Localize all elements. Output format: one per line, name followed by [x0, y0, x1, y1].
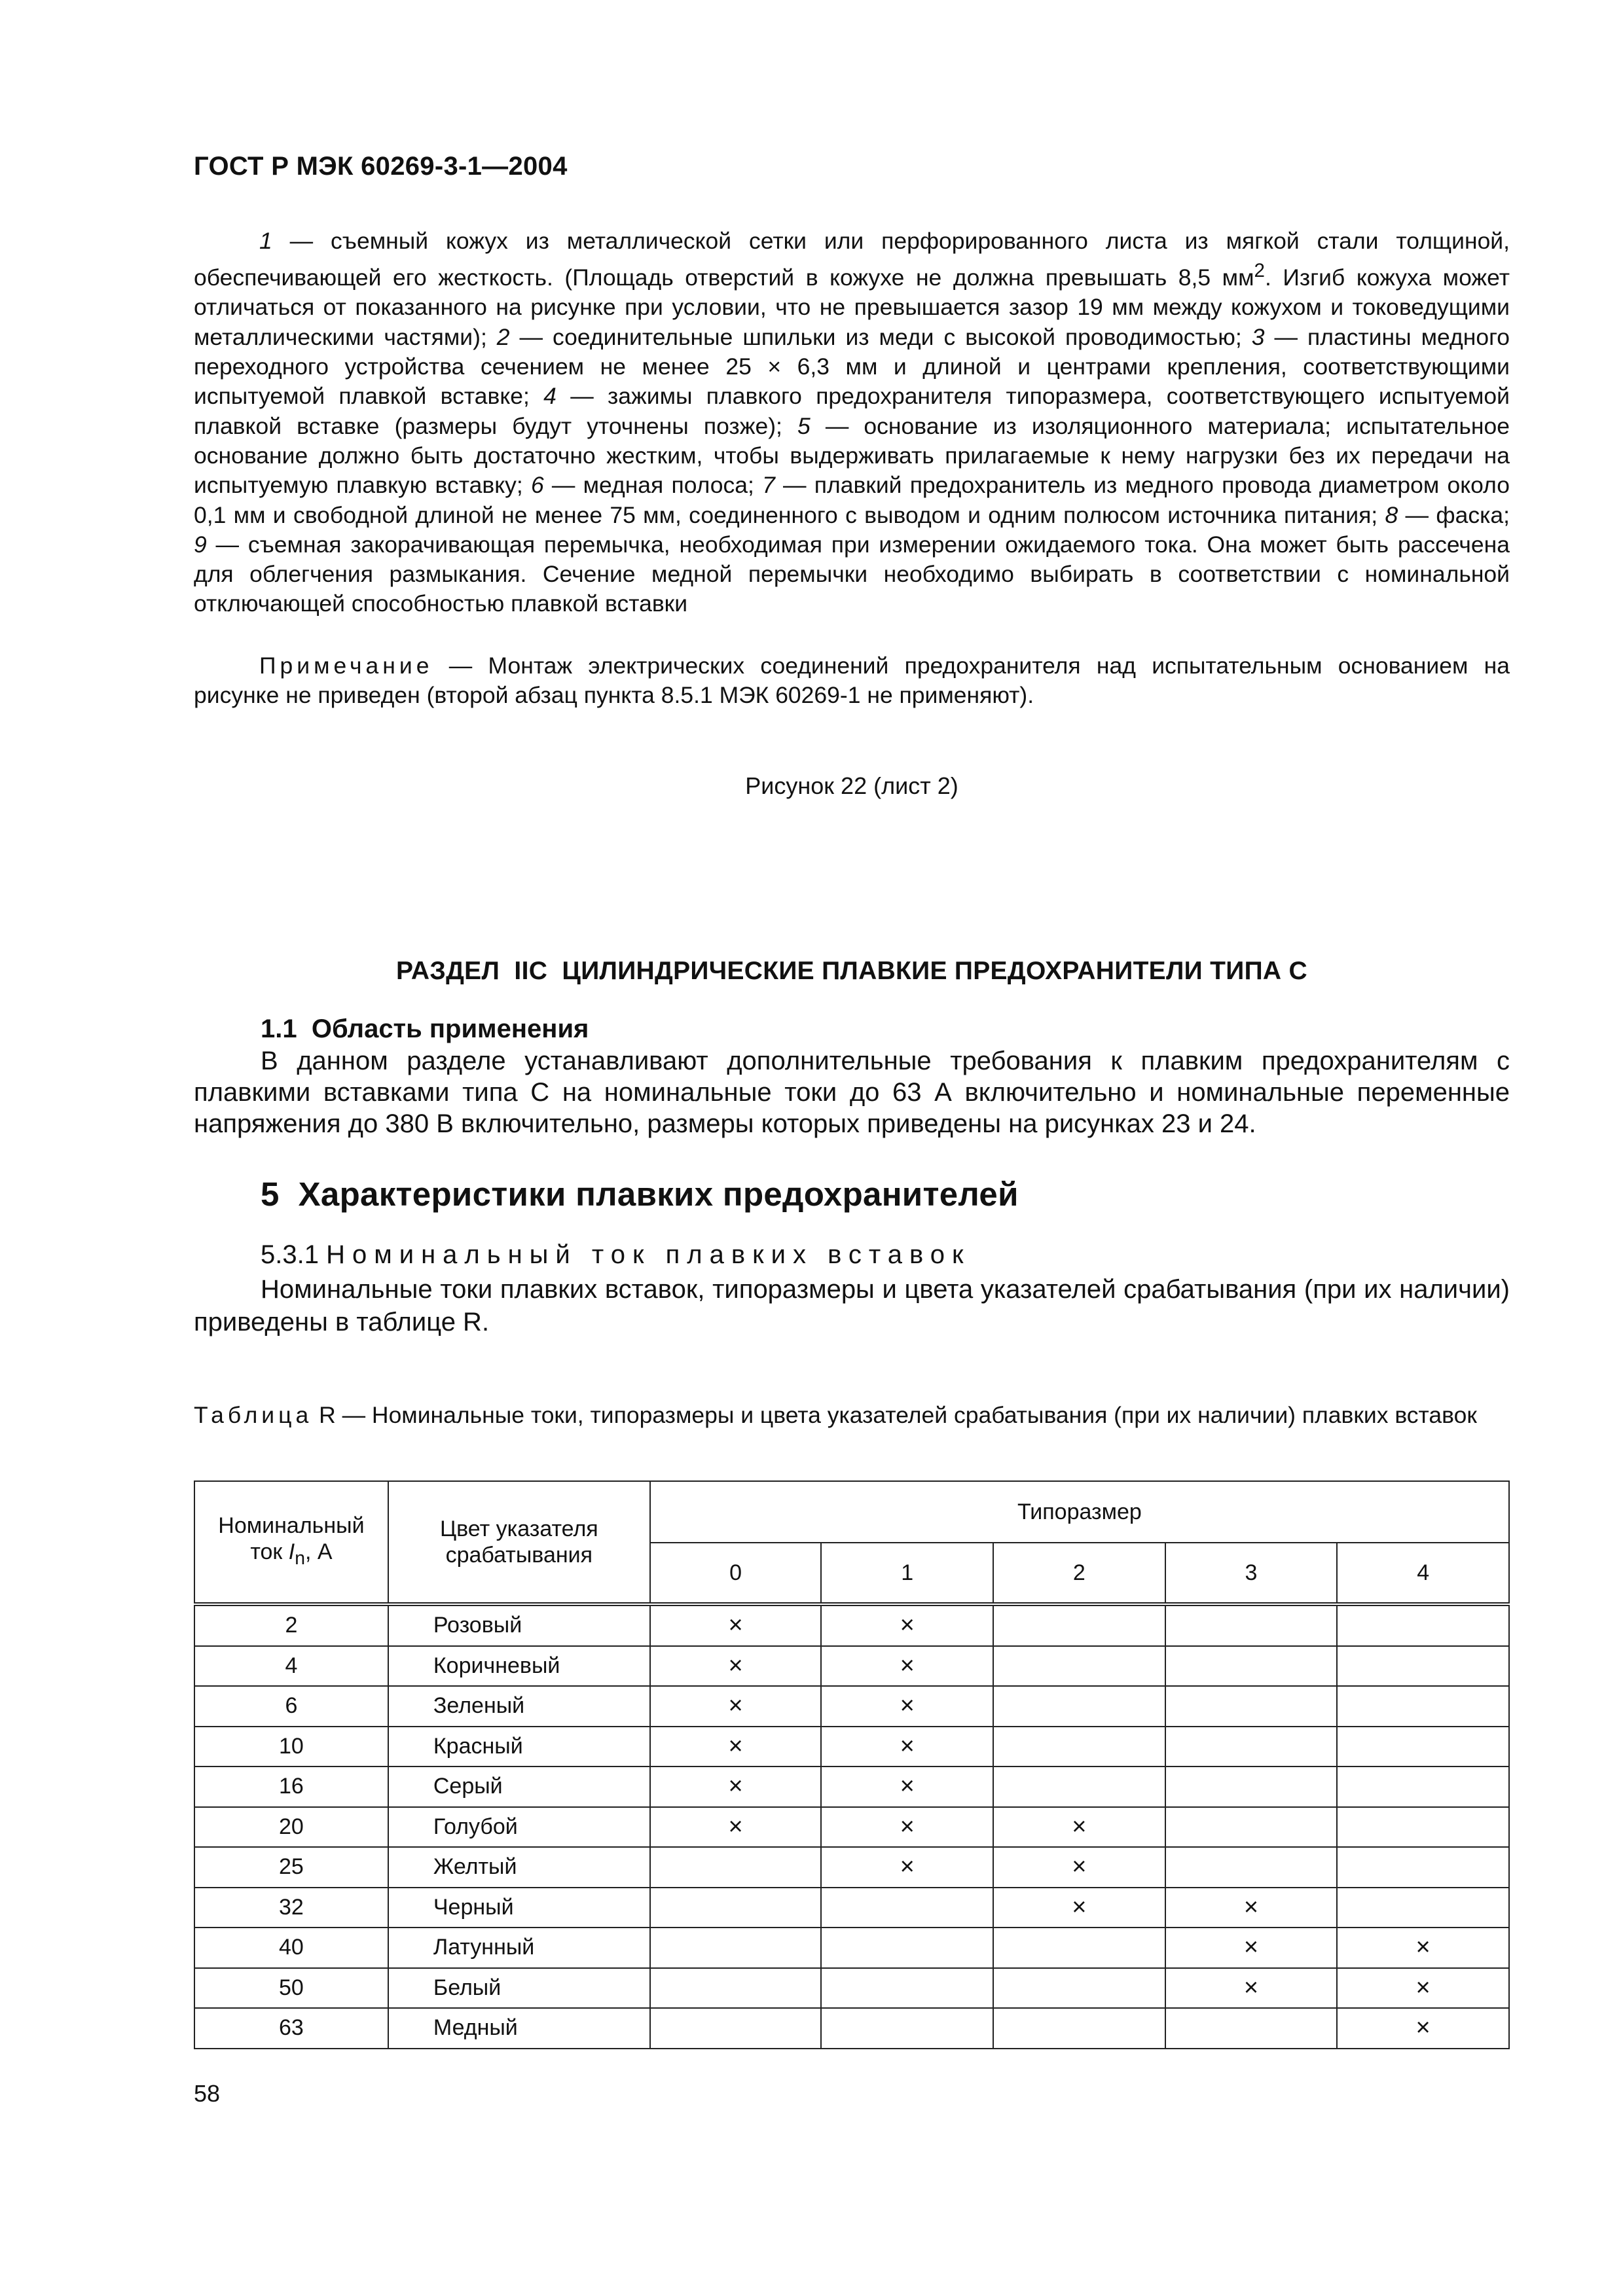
cell-size-0: ×	[650, 1646, 822, 1687]
cell-color: Красный	[388, 1727, 650, 1767]
cell-size-3: ×	[1165, 1888, 1338, 1928]
subclause-paragraph: Номинальные токи плавких вставок, типоразмеры и цвета указателей срабатывания (при их наличии) приведены в таблице R.	[194, 1275, 1510, 1336]
document-header: ГОСТ Р МЭК 60269-3-1—2004	[194, 152, 568, 181]
cell-size-4: ×	[1337, 2008, 1509, 2049]
scope-paragraph: В данном разделе устанавливают дополнительные требования к плавким предохранителям с плавкими вставками типа С на номинальные токи до 63 А включительно и номинальные переменные напряжения до 380 В включительно, размеры которых приведены на рисунках 23 и 24.	[194, 1047, 1510, 1138]
clause-heading: 5 Характеристики плавких предохранителей	[261, 1175, 1019, 1213]
cell-size-3: ×	[1165, 1928, 1338, 1968]
cell-color: Медный	[388, 2008, 650, 2049]
header-size-2: 2	[993, 1543, 1165, 1604]
cell-size-2	[993, 1928, 1165, 1968]
cell-current: 16	[194, 1767, 388, 1807]
header-color: Цвет указателя срабатывания	[388, 1481, 650, 1604]
cell-size-4: ×	[1337, 1968, 1509, 2009]
cell-size-1: ×	[821, 1767, 993, 1807]
header-current: Номинальный ток $I_n$, А	[194, 1481, 388, 1604]
table-row	[194, 1928, 1509, 1968]
cell-size-1: ×	[821, 1646, 993, 1687]
cell-size-1	[821, 1888, 993, 1928]
cell-size-1: ×	[821, 1604, 993, 1646]
header-size-1: 1	[821, 1543, 993, 1604]
cell-size-2	[993, 1604, 1165, 1646]
cell-size-3	[1165, 1646, 1338, 1687]
cell-size-1	[821, 1968, 993, 2009]
cell-current: 63	[194, 2008, 388, 2049]
cell-size-2: ×	[993, 1807, 1165, 1848]
cell-size-3	[1165, 1767, 1338, 1807]
cell-size-3: ×	[1165, 1968, 1338, 2009]
table-row	[194, 1646, 1509, 1687]
cell-size-0	[650, 2008, 822, 2049]
cell-current: 10	[194, 1727, 388, 1767]
cell-size-1	[821, 2008, 993, 2049]
cell-size-0	[650, 1888, 822, 1928]
cell-size-3	[1165, 1727, 1338, 1767]
scope-heading: 1.1 Область применения	[261, 1014, 589, 1043]
cell-color: Серый	[388, 1767, 650, 1807]
header-size-4: 4	[1337, 1543, 1509, 1604]
cell-color: Коричневый	[388, 1646, 650, 1687]
cell-color: Голубой	[388, 1807, 650, 1848]
cell-size-0: ×	[650, 1727, 822, 1767]
figure-legend: 1 — съемный кожух из металлической сетки или перфорированного листа из мягкой стали толщиной, обеспечивающей его жесткость. (Площадь отверстий в кожухе не должна превышать 8,5 $мм^2$. Изгиб кожуха может отличаться от показанного на рисунке при условии, что не превышается зазор 19 мм между кожухом и токоведущими металлическими частями); 2 — соединительные шпильки из меди с высокой проводимостью; 3 — пластины медного переходного устройства сечением не менее 25 × 6,3 мм и длиной и центрами крепления, соответствующими испытуемой плавкой вставке; 4 — зажимы плавкого предохранителя типоразмера, соответствующего испытуемой плавкой вставке (размеры будут уточнены позже); 5 — основание из изоляционного материала; испытательное основание должно быть достаточно жестким, чтобы выдерживать прилагаемые к нему нагрузки без их передачи на испытуемую плавкую вставку; 6 — медная полоса; 7 — плавкий предохранитель из медного провода диаметром около 0,1 мм и свободной длиной не менее 75 мм, соединенного с выводом и одним полюсом источника питания; 8 — фаска; 9 — съемная закорачивающая перемычка, необходимая при измерении ожидаемого тока. Она может быть рассечена для облегчения размыкания. Сечение медной перемычки необходимо выбирать в соответствии с номинальной отключающей способностью плавкой вставки	[194, 228, 1510, 617]
cell-size-2	[993, 1727, 1165, 1767]
page-number: 58	[194, 2080, 221, 2107]
cell-size-0: ×	[650, 1686, 822, 1727]
cell-current: 20	[194, 1807, 388, 1848]
table-row	[194, 1888, 1509, 1928]
cell-size-1: ×	[821, 1686, 993, 1727]
cell-size-2: ×	[993, 1847, 1165, 1888]
cell-size-3	[1165, 1847, 1338, 1888]
cell-color: Черный	[388, 1888, 650, 1928]
cell-size-1: ×	[821, 1727, 993, 1767]
cell-size-2	[993, 2008, 1165, 2049]
cell-current: 25	[194, 1847, 388, 1888]
cell-size-3	[1165, 1686, 1338, 1727]
note-label: Примечание	[259, 653, 433, 679]
cell-size-0: ×	[650, 1807, 822, 1848]
table-row	[194, 1968, 1509, 2009]
cell-color: Зеленый	[388, 1686, 650, 1727]
cell-color: Латунный	[388, 1928, 650, 1968]
cell-size-2	[993, 1686, 1165, 1727]
figure-note	[194, 651, 1510, 711]
cell-size-4	[1337, 1604, 1509, 1646]
section-heading: РАЗДЕЛ IIC ЦИЛИНДРИЧЕСКИЕ ПЛАВКИЕ ПРЕДОХРАНИТЕЛИ ТИПА С	[396, 957, 1307, 985]
cell-size-0	[650, 1847, 822, 1888]
legend-num: 1	[259, 228, 272, 254]
cell-current: 50	[194, 1968, 388, 2009]
table-row	[194, 1686, 1509, 1727]
table-row	[194, 2008, 1509, 2049]
cell-size-4	[1337, 1727, 1509, 1767]
cell-size-2	[993, 1767, 1165, 1807]
fuse-table	[194, 1480, 1510, 2049]
subclause-heading: 5.3.1 Номинальный ток плавких вставок	[261, 1240, 971, 1269]
cell-size-3	[1165, 1604, 1338, 1646]
header-sizes: Типоразмер	[650, 1481, 1509, 1543]
note-text: — Монтаж электрических соединений предохранителя над испытательным основанием на рисунке не приведен (второй абзац пункта 8.5.1 МЭК 60269-1 не применяют).	[194, 653, 1510, 709]
table-row	[194, 1847, 1509, 1888]
table-row	[194, 1727, 1509, 1767]
table-row	[194, 1807, 1509, 1848]
cell-current: 6	[194, 1686, 388, 1727]
table-row	[194, 1767, 1509, 1807]
cell-size-4	[1337, 1807, 1509, 1848]
cell-color: Желтый	[388, 1847, 650, 1888]
cell-size-0: ×	[650, 1604, 822, 1646]
cell-color: Белый	[388, 1968, 650, 2009]
cell-size-2	[993, 1646, 1165, 1687]
cell-color: Розовый	[388, 1604, 650, 1646]
cell-current: 4	[194, 1646, 388, 1687]
cell-size-3	[1165, 1807, 1338, 1848]
cell-size-4	[1337, 1847, 1509, 1888]
cell-size-3	[1165, 2008, 1338, 2049]
cell-size-4	[1337, 1686, 1509, 1727]
cell-size-1	[821, 1928, 993, 1968]
cell-size-1: ×	[821, 1807, 993, 1848]
cell-size-1: ×	[821, 1847, 993, 1888]
figure-caption: Рисунок 22 (лист 2)	[745, 772, 958, 799]
table-row	[194, 1604, 1509, 1646]
cell-current: 40	[194, 1928, 388, 1968]
cell-size-4	[1337, 1646, 1509, 1687]
cell-size-4	[1337, 1888, 1509, 1928]
header-size-3: 3	[1165, 1543, 1338, 1604]
cell-size-0: ×	[650, 1767, 822, 1807]
cell-size-2: ×	[993, 1888, 1165, 1928]
header-size-0: 0	[650, 1543, 822, 1604]
cell-size-0	[650, 1928, 822, 1968]
cell-size-4	[1337, 1767, 1509, 1807]
cell-current: 2	[194, 1604, 388, 1646]
cell-current: 32	[194, 1888, 388, 1928]
cell-size-4: ×	[1337, 1928, 1509, 1968]
cell-size-0	[650, 1968, 822, 2009]
table-caption: Таблица R — Номинальные токи, типоразмеры и цвета указателей срабатывания (при их наличии) плавких вставок	[194, 1402, 1477, 1428]
cell-size-2	[993, 1968, 1165, 2009]
